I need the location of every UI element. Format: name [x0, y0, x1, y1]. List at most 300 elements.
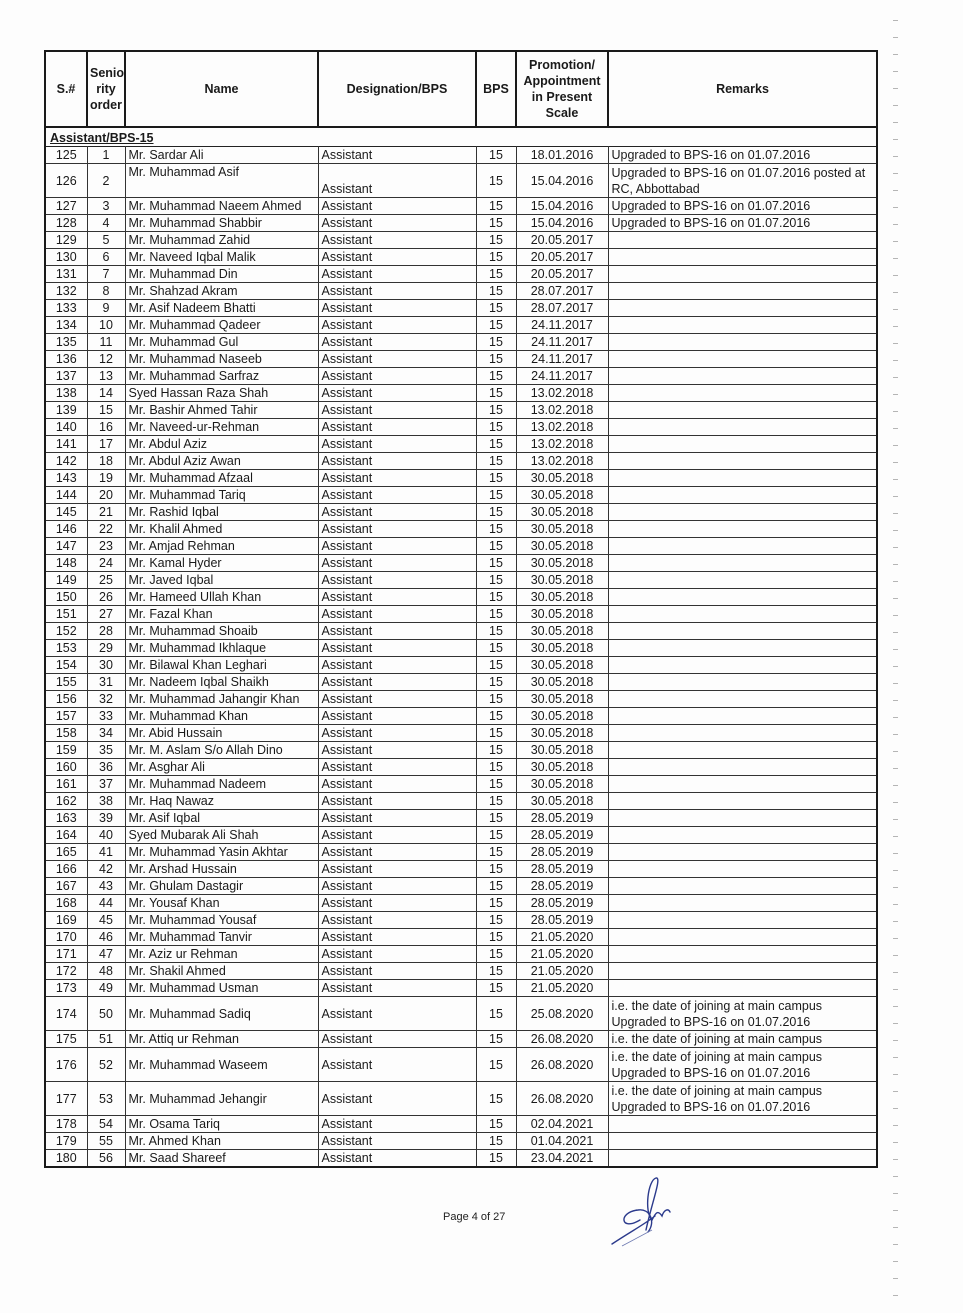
cell-designation: Assistant — [318, 1048, 476, 1082]
margin-tick — [893, 819, 898, 820]
margin-tick — [893, 1159, 898, 1160]
cell-remarks: i.e. the date of joining at main campus Upgraded to BPS-16 on 01.07.2016 — [608, 997, 877, 1031]
cell-remarks: Upgraded to BPS-16 on 01.07.2016 — [608, 215, 877, 232]
cell-promotion-date: 28.05.2019 — [516, 861, 608, 878]
cell-remarks — [608, 640, 877, 657]
cell-seniority-order: 3 — [87, 198, 125, 215]
cell-bps: 15 — [476, 861, 516, 878]
cell-sno: 133 — [45, 300, 87, 317]
cell-seniority-order: 36 — [87, 759, 125, 776]
margin-tick — [893, 1193, 898, 1194]
cell-name: Mr. Muhammad Qadeer — [125, 317, 318, 334]
cell-bps: 15 — [476, 385, 516, 402]
cell-bps: 15 — [476, 317, 516, 334]
cell-seniority-order: 5 — [87, 232, 125, 249]
cell-name: Mr. Muhammad Naeem Ahmed — [125, 198, 318, 215]
table-row — [45, 470, 877, 487]
cell-designation: Assistant — [318, 232, 476, 249]
margin-tick — [893, 360, 898, 361]
cell-designation: Assistant — [318, 487, 476, 504]
cell-bps: 15 — [476, 657, 516, 674]
cell-name: Mr. Shakil Ahmed — [125, 963, 318, 980]
cell-promotion-date: 02.04.2021 — [516, 1116, 608, 1133]
cell-name: Mr. Arshad Hussain — [125, 861, 318, 878]
cell-sno: 138 — [45, 385, 87, 402]
cell-bps: 15 — [476, 198, 516, 215]
seniority-list-table — [44, 50, 878, 1168]
cell-seniority-order: 21 — [87, 504, 125, 521]
cell-seniority-order: 41 — [87, 844, 125, 861]
cell-bps: 15 — [476, 487, 516, 504]
cell-bps: 15 — [476, 912, 516, 929]
table-row — [45, 827, 877, 844]
cell-bps: 15 — [476, 266, 516, 283]
cell-seniority-order: 20 — [87, 487, 125, 504]
cell-promotion-date: 15.04.2016 — [516, 198, 608, 215]
cell-remarks — [608, 623, 877, 640]
cell-promotion-date: 13.02.2018 — [516, 419, 608, 436]
cell-remarks — [608, 606, 877, 623]
cell-remarks — [608, 504, 877, 521]
table-row — [45, 623, 877, 640]
cell-name: Mr. Muhammad Tariq — [125, 487, 318, 504]
cell-name: Mr. Khalil Ahmed — [125, 521, 318, 538]
margin-tick — [893, 904, 898, 905]
cell-promotion-date: 24.11.2017 — [516, 334, 608, 351]
cell-sno: 127 — [45, 198, 87, 215]
cell-designation: Assistant — [318, 929, 476, 946]
margin-tick — [893, 1176, 898, 1177]
cell-name: Syed Hassan Raza Shah — [125, 385, 318, 402]
table-row — [45, 555, 877, 572]
cell-bps: 15 — [476, 249, 516, 266]
margin-tick — [893, 768, 898, 769]
cell-promotion-date: 26.08.2020 — [516, 1031, 608, 1048]
cell-sno: 146 — [45, 521, 87, 538]
cell-name: Mr. Shahzad Akram — [125, 283, 318, 300]
cell-bps: 15 — [476, 1133, 516, 1150]
table-row — [45, 776, 877, 793]
seniority-list-table-wrapper — [44, 50, 876, 1168]
table-row — [45, 980, 877, 997]
cell-bps: 15 — [476, 300, 516, 317]
cell-promotion-date: 20.05.2017 — [516, 232, 608, 249]
cell-sno: 160 — [45, 759, 87, 776]
cell-name: Mr. Muhammad Shabbir — [125, 215, 318, 232]
cell-seniority-order: 10 — [87, 317, 125, 334]
cell-bps: 15 — [476, 606, 516, 623]
cell-bps: 15 — [476, 742, 516, 759]
cell-designation: Assistant — [318, 810, 476, 827]
margin-tick — [893, 394, 898, 395]
cell-sno: 144 — [45, 487, 87, 504]
cell-remarks: i.e. the date of joining at main campus Upgraded to BPS-16 on 01.07.2016 — [608, 1082, 877, 1116]
cell-name: Mr. Naveed-ur-Rehman — [125, 419, 318, 436]
cell-bps: 15 — [476, 929, 516, 946]
cell-sno: 176 — [45, 1048, 87, 1082]
cell-seniority-order: 35 — [87, 742, 125, 759]
margin-tick — [893, 1125, 898, 1126]
cell-remarks — [608, 419, 877, 436]
cell-promotion-date: 30.05.2018 — [516, 776, 608, 793]
cell-sno: 147 — [45, 538, 87, 555]
cell-sno: 171 — [45, 946, 87, 963]
cell-seniority-order: 11 — [87, 334, 125, 351]
cell-sno: 155 — [45, 674, 87, 691]
table-row — [45, 742, 877, 759]
cell-designation: Assistant — [318, 1150, 476, 1168]
table-row — [45, 1031, 877, 1048]
margin-tick — [893, 156, 898, 157]
cell-designation: Assistant — [318, 368, 476, 385]
cell-bps: 15 — [476, 283, 516, 300]
cell-remarks — [608, 810, 877, 827]
cell-bps: 15 — [476, 215, 516, 232]
margin-tick — [893, 292, 898, 293]
cell-designation: Assistant — [318, 1116, 476, 1133]
cell-promotion-date: 30.05.2018 — [516, 487, 608, 504]
cell-promotion-date: 30.05.2018 — [516, 606, 608, 623]
cell-seniority-order: 50 — [87, 997, 125, 1031]
cell-bps: 15 — [476, 419, 516, 436]
table-row — [45, 266, 877, 283]
cell-name: Mr. Abdul Aziz Awan — [125, 453, 318, 470]
cell-bps: 15 — [476, 589, 516, 606]
cell-sno: 139 — [45, 402, 87, 419]
cell-promotion-date: 21.05.2020 — [516, 946, 608, 963]
cell-name: Mr. Asif Nadeem Bhatti — [125, 300, 318, 317]
cell-name: Mr. Nadeem Iqbal Shaikh — [125, 674, 318, 691]
cell-designation: Assistant — [318, 878, 476, 895]
header-seniority-order: Senio rity order — [87, 51, 125, 127]
cell-remarks — [608, 470, 877, 487]
cell-seniority-order: 26 — [87, 589, 125, 606]
cell-bps: 15 — [476, 1116, 516, 1133]
margin-tick — [893, 632, 898, 633]
cell-designation: Assistant — [318, 164, 476, 198]
cell-remarks — [608, 793, 877, 810]
table-row — [45, 589, 877, 606]
cell-name: Mr. Yousaf Khan — [125, 895, 318, 912]
margin-tick — [893, 20, 898, 21]
table-row — [45, 1133, 877, 1150]
cell-bps: 15 — [476, 997, 516, 1031]
table-row — [45, 878, 877, 895]
cell-bps: 15 — [476, 368, 516, 385]
cell-bps: 15 — [476, 504, 516, 521]
cell-designation: Assistant — [318, 470, 476, 487]
cell-name: Mr. Muhammad Yousaf — [125, 912, 318, 929]
cell-designation: Assistant — [318, 198, 476, 215]
cell-promotion-date: 30.05.2018 — [516, 623, 608, 640]
signature-underline — [622, 1230, 652, 1246]
cell-promotion-date: 30.05.2018 — [516, 555, 608, 572]
cell-designation: Assistant — [318, 436, 476, 453]
header-designation: Designation/BPS — [318, 51, 476, 127]
cell-designation: Assistant — [318, 827, 476, 844]
cell-bps: 15 — [476, 793, 516, 810]
cell-remarks — [608, 317, 877, 334]
cell-bps: 15 — [476, 1150, 516, 1168]
margin-tick — [893, 1227, 898, 1228]
table-row — [45, 606, 877, 623]
scan-margin-marks — [893, 0, 903, 1313]
margin-tick — [893, 853, 898, 854]
cell-bps: 15 — [476, 1082, 516, 1116]
cell-name: Mr. Muhammad Jehangir — [125, 1082, 318, 1116]
cell-sno: 132 — [45, 283, 87, 300]
cell-designation: Assistant — [318, 385, 476, 402]
cell-bps: 15 — [476, 1048, 516, 1082]
cell-designation: Assistant — [318, 300, 476, 317]
cell-promotion-date: 26.08.2020 — [516, 1082, 608, 1116]
margin-tick — [893, 887, 898, 888]
cell-name: Mr. Rashid Iqbal — [125, 504, 318, 521]
table-body — [45, 127, 877, 1167]
cell-remarks — [608, 827, 877, 844]
margin-tick — [893, 54, 898, 55]
margin-tick — [893, 173, 898, 174]
cell-seniority-order: 9 — [87, 300, 125, 317]
cell-seniority-order: 16 — [87, 419, 125, 436]
margin-tick — [893, 972, 898, 973]
cell-designation: Assistant — [318, 742, 476, 759]
cell-name: Mr. Aziz ur Rehman — [125, 946, 318, 963]
margin-tick — [893, 734, 898, 735]
cell-promotion-date: 13.02.2018 — [516, 402, 608, 419]
cell-bps: 15 — [476, 776, 516, 793]
cell-promotion-date: 21.05.2020 — [516, 980, 608, 997]
cell-name: Mr. Asghar Ali — [125, 759, 318, 776]
cell-remarks — [608, 589, 877, 606]
cell-sno: 136 — [45, 351, 87, 368]
table-row — [45, 912, 877, 929]
cell-sno: 162 — [45, 793, 87, 810]
cell-designation: Assistant — [318, 555, 476, 572]
cell-name: Mr. Hameed Ullah Khan — [125, 589, 318, 606]
cell-name: Mr. Muhammad Sarfraz — [125, 368, 318, 385]
cell-designation: Assistant — [318, 946, 476, 963]
cell-designation: Assistant — [318, 793, 476, 810]
cell-bps: 15 — [476, 538, 516, 555]
cell-seniority-order: 25 — [87, 572, 125, 589]
cell-designation: Assistant — [318, 334, 476, 351]
header-bps: BPS — [476, 51, 516, 127]
cell-name: Mr. Muhammad Din — [125, 266, 318, 283]
cell-remarks — [608, 844, 877, 861]
margin-tick — [893, 71, 898, 72]
cell-promotion-date: 28.05.2019 — [516, 844, 608, 861]
table-row — [45, 215, 877, 232]
cell-sno: 173 — [45, 980, 87, 997]
cell-sno: 163 — [45, 810, 87, 827]
margin-tick — [893, 921, 898, 922]
cell-designation: Assistant — [318, 691, 476, 708]
cell-bps: 15 — [476, 402, 516, 419]
cell-designation: Assistant — [318, 997, 476, 1031]
margin-tick — [893, 1210, 898, 1211]
margin-tick — [893, 411, 898, 412]
cell-designation: Assistant — [318, 453, 476, 470]
cell-promotion-date: 28.05.2019 — [516, 827, 608, 844]
cell-bps: 15 — [476, 334, 516, 351]
margin-tick — [893, 1261, 898, 1262]
cell-promotion-date: 23.04.2021 — [516, 1150, 608, 1168]
table-row — [45, 453, 877, 470]
table-row — [45, 283, 877, 300]
cell-remarks: i.e. the date of joining at main campus — [608, 1031, 877, 1048]
table-row — [45, 759, 877, 776]
margin-tick — [893, 717, 898, 718]
cell-sno: 175 — [45, 1031, 87, 1048]
signature-stroke — [612, 1178, 670, 1244]
margin-tick — [893, 1244, 898, 1245]
margin-tick — [893, 343, 898, 344]
table-row — [45, 929, 877, 946]
cell-seniority-order: 45 — [87, 912, 125, 929]
cell-sno: 157 — [45, 708, 87, 725]
cell-designation: Assistant — [318, 538, 476, 555]
margin-tick — [893, 649, 898, 650]
cell-promotion-date: 21.05.2020 — [516, 929, 608, 946]
cell-bps: 15 — [476, 555, 516, 572]
cell-remarks — [608, 946, 877, 963]
cell-name: Mr. Muhammad Waseem — [125, 1048, 318, 1082]
cell-designation: Assistant — [318, 776, 476, 793]
cell-name: Mr. Fazal Khan — [125, 606, 318, 623]
cell-remarks — [608, 657, 877, 674]
cell-sno: 131 — [45, 266, 87, 283]
margin-tick — [893, 1006, 898, 1007]
margin-tick — [893, 1142, 898, 1143]
cell-sno: 153 — [45, 640, 87, 657]
table-row — [45, 419, 877, 436]
margin-tick — [893, 598, 898, 599]
cell-seniority-order: 56 — [87, 1150, 125, 1168]
cell-bps: 15 — [476, 1031, 516, 1048]
cell-promotion-date: 30.05.2018 — [516, 521, 608, 538]
margin-tick — [893, 615, 898, 616]
margin-tick — [893, 496, 898, 497]
cell-remarks — [608, 351, 877, 368]
margin-tick — [893, 309, 898, 310]
cell-remarks — [608, 691, 877, 708]
table-row — [45, 844, 877, 861]
cell-promotion-date: 30.05.2018 — [516, 657, 608, 674]
cell-seniority-order: 7 — [87, 266, 125, 283]
cell-designation: Assistant — [318, 640, 476, 657]
cell-seniority-order: 23 — [87, 538, 125, 555]
cell-bps: 15 — [476, 980, 516, 997]
margin-tick — [893, 938, 898, 939]
table-row — [45, 946, 877, 963]
cell-promotion-date: 30.05.2018 — [516, 572, 608, 589]
cell-seniority-order: 1 — [87, 147, 125, 164]
cell-seniority-order: 54 — [87, 1116, 125, 1133]
cell-designation: Assistant — [318, 266, 476, 283]
margin-tick — [893, 700, 898, 701]
cell-name: Mr. Osama Tariq — [125, 1116, 318, 1133]
table-row — [45, 1082, 877, 1116]
section-row — [45, 127, 877, 147]
cell-seniority-order: 22 — [87, 521, 125, 538]
margin-tick — [893, 683, 898, 684]
cell-designation: Assistant — [318, 1031, 476, 1048]
cell-bps: 15 — [476, 725, 516, 742]
cell-seniority-order: 27 — [87, 606, 125, 623]
cell-remarks — [608, 742, 877, 759]
cell-remarks: Upgraded to BPS-16 on 01.07.2016 — [608, 198, 877, 215]
margin-tick — [893, 1074, 898, 1075]
cell-promotion-date: 13.02.2018 — [516, 453, 608, 470]
cell-seniority-order: 28 — [87, 623, 125, 640]
cell-bps: 15 — [476, 878, 516, 895]
cell-name: Mr. Muhammad Yasin Akhtar — [125, 844, 318, 861]
cell-designation: Assistant — [318, 895, 476, 912]
header-promotion-date: Promotion/ Appointment in Present Scale — [516, 51, 608, 127]
margin-tick — [893, 190, 898, 191]
margin-tick — [893, 377, 898, 378]
cell-sno: 143 — [45, 470, 87, 487]
cell-promotion-date: 28.07.2017 — [516, 300, 608, 317]
cell-bps: 15 — [476, 521, 516, 538]
cell-designation: Assistant — [318, 674, 476, 691]
table-row — [45, 895, 877, 912]
cell-sno: 177 — [45, 1082, 87, 1116]
margin-tick — [893, 547, 898, 548]
cell-seniority-order: 2 — [87, 164, 125, 198]
cell-promotion-date: 28.05.2019 — [516, 895, 608, 912]
cell-seniority-order: 29 — [87, 640, 125, 657]
table-row — [45, 402, 877, 419]
cell-remarks — [608, 385, 877, 402]
cell-bps: 15 — [476, 810, 516, 827]
cell-sno: 159 — [45, 742, 87, 759]
cell-sno: 168 — [45, 895, 87, 912]
table-row — [45, 487, 877, 504]
cell-promotion-date: 30.05.2018 — [516, 640, 608, 657]
cell-name: Mr. Naveed Iqbal Malik — [125, 249, 318, 266]
table-row — [45, 368, 877, 385]
margin-tick — [893, 1040, 898, 1041]
cell-sno: 130 — [45, 249, 87, 266]
cell-name: Mr. Muhammad Naseeb — [125, 351, 318, 368]
cell-sno: 180 — [45, 1150, 87, 1168]
margin-tick — [893, 326, 898, 327]
page-number: Page 4 of 27 — [443, 1211, 506, 1223]
cell-bps: 15 — [476, 640, 516, 657]
cell-seniority-order: 6 — [87, 249, 125, 266]
cell-name: Mr. Muhammad Afzaal — [125, 470, 318, 487]
cell-promotion-date: 28.05.2019 — [516, 912, 608, 929]
cell-promotion-date: 13.02.2018 — [516, 436, 608, 453]
cell-remarks — [608, 283, 877, 300]
cell-name: Syed Mubarak Ali Shah — [125, 827, 318, 844]
table-row — [45, 810, 877, 827]
table-row — [45, 334, 877, 351]
cell-remarks — [608, 572, 877, 589]
cell-name: Mr. Ghulam Dastagir — [125, 878, 318, 895]
cell-promotion-date: 30.05.2018 — [516, 742, 608, 759]
cell-seniority-order: 51 — [87, 1031, 125, 1048]
cell-seniority-order: 17 — [87, 436, 125, 453]
cell-designation: Assistant — [318, 147, 476, 164]
margin-tick — [893, 581, 898, 582]
margin-tick — [893, 1091, 898, 1092]
cell-remarks — [608, 1116, 877, 1133]
margin-tick — [893, 258, 898, 259]
cell-designation: Assistant — [318, 759, 476, 776]
